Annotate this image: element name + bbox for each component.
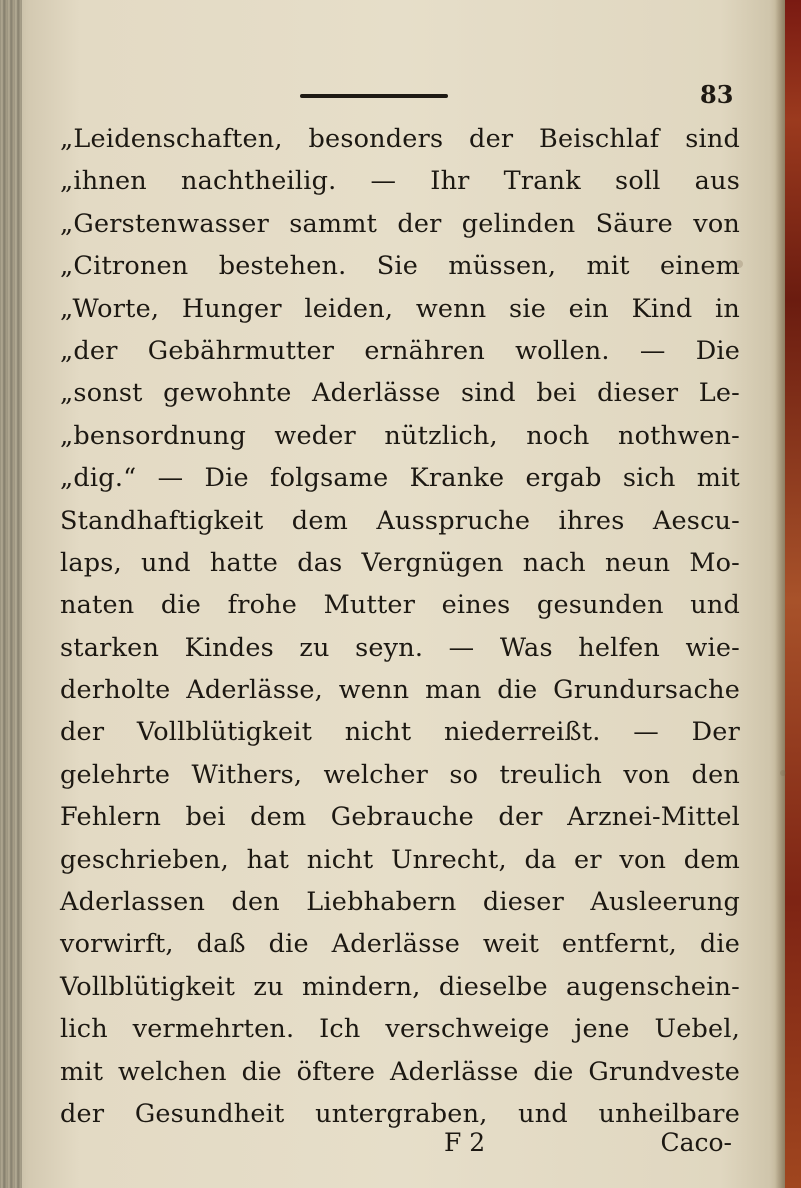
text-line: naten die frohe Mutter eines gesunden und	[60, 590, 740, 621]
printer-signature-mark: F 2	[444, 1128, 486, 1157]
text-line: laps, und hatte das Vergnügen nach neun Mo-	[60, 547, 740, 578]
text-line: mit welchen die öftere Aderlässe die Grundveste	[60, 1056, 740, 1087]
text-line: „dig.“ — Die folgsame Kranke ergab sich mit	[60, 463, 740, 494]
text-line: „bensordnung weder nützlich, noch nothwen-	[60, 420, 740, 451]
text-line: „Gerstenwasser sammt der gelinden Säure von	[60, 208, 740, 239]
book-edge-strip	[785, 0, 801, 1188]
text-line: Aderlassen den Liebhabern dieser Ausleerung	[60, 887, 740, 918]
catchword: Caco-	[660, 1128, 732, 1157]
text-line: „sonst gewohnte Aderlässe sind bei dieser Le-	[60, 378, 740, 409]
page-footer	[60, 1128, 740, 1168]
text-line: „Leidenschaften, besonders der Beischlaf sind	[60, 124, 740, 154]
text-line: der Gesundheit untergraben, und unheilbare	[60, 1098, 740, 1129]
page-edge-shadow	[775, 0, 785, 1188]
text-line: Vollblütigkeit zu mindern, dieselbe augenschein-	[60, 971, 740, 1002]
text-line: gelehrte Withers, welcher so treulich von den	[60, 759, 740, 790]
page-number: 83	[700, 80, 734, 109]
text-line: „Worte, Hunger leiden, wenn sie ein Kind in	[60, 293, 740, 324]
body-text	[60, 118, 740, 1135]
text-line: derholte Aderlässe, wenn man die Grundursache	[60, 675, 740, 706]
text-line: Fehlern bei dem Gebrauche der Arznei-Mittel	[60, 802, 740, 833]
header-rule	[300, 94, 448, 98]
book-binding-edge	[0, 0, 22, 1188]
text-line: der Vollblütigkeit nicht niederreißt. — Der	[60, 717, 740, 748]
text-line: „Citronen bestehen. Sie müssen, mit einem	[60, 251, 740, 282]
text-line: „ihnen nachtheilig. — Ihr Trank soll aus	[60, 166, 740, 197]
text-line: starken Kindes zu seyn. — Was helfen wie-	[60, 632, 740, 663]
text-line: Standhaftigkeit dem Ausspruche ihres Aescu-	[60, 505, 740, 536]
text-line: lich vermehrten. Ich verschweige jene Uebel,	[60, 1014, 740, 1045]
text-line: vorwirft, daß die Aderlässe weit entfernt, die	[60, 929, 740, 960]
paper-stain	[780, 770, 786, 776]
text-line: geschrieben, hat nicht Unrecht, da er von dem	[60, 844, 740, 875]
text-line: „der Gebährmutter ernähren wollen. — Die	[60, 335, 740, 366]
